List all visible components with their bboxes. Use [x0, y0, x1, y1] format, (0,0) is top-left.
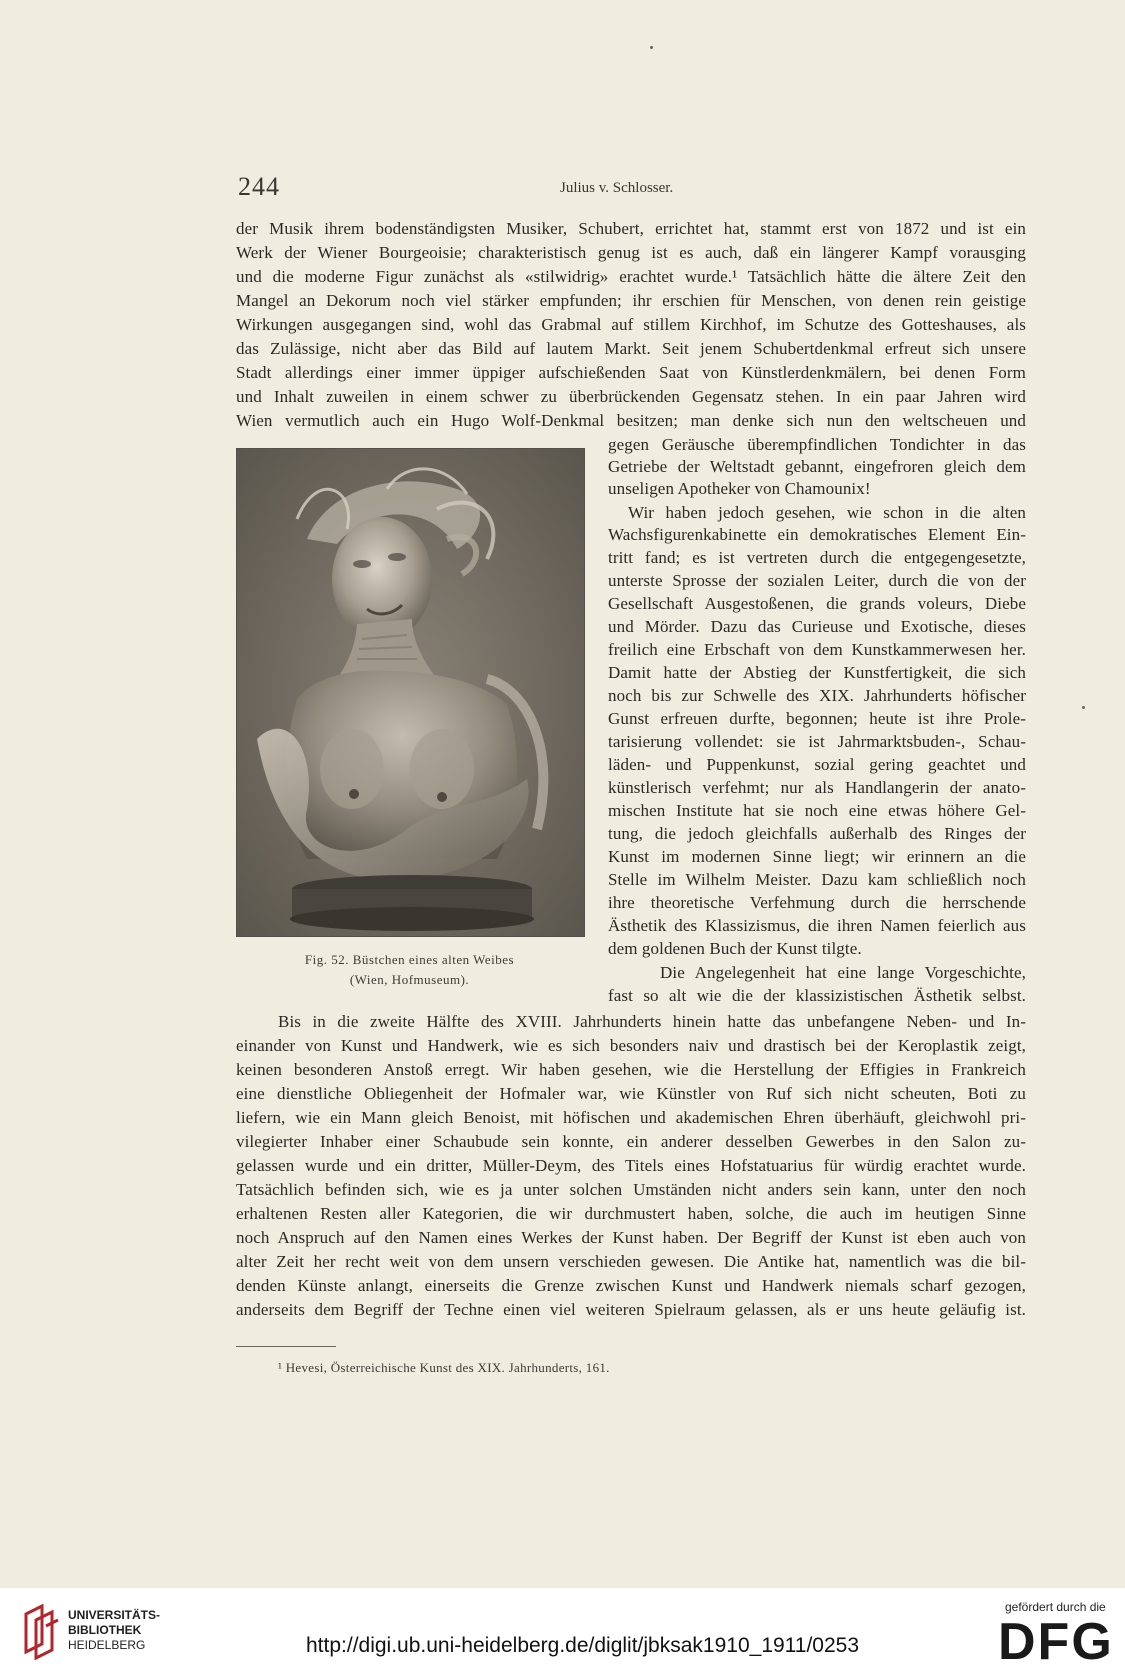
running-head-author: Julius v. Schlosser. [560, 180, 674, 196]
text-line: tritt fand; es ist vertreten durch die entgegengesetzte, [608, 548, 1026, 567]
text-line: Damit hatte der Abstieg der Kunstfertigkeit, die sich [608, 663, 1026, 682]
text-line: noch Anspruch auf den Namen eines Werkes der Kunst haben. Der Begriff der Kunst ist eben auch von [236, 1228, 1026, 1247]
figure-caption-location: (Wien, Hofmuseum). [349, 972, 470, 987]
library-name [68, 1608, 160, 1653]
text-line: tarisierung vollendet: sie ist Jahrmarktsbuden-, Schau- [608, 732, 1026, 751]
text-line: Gunst erfreuen durfte, begonnen; heute ist ihre Prole- [608, 709, 1026, 728]
text-line: Gesellschaft Ausgestoßenen, die grands voleurs, Diebe [608, 594, 1026, 613]
bust-illustration [237, 449, 584, 936]
university-library-logo-icon [22, 1604, 60, 1660]
library-name-line: BIBLIOTHEK [68, 1623, 142, 1637]
text-line: einander von Kunst und Handwerk, wie es sich besonders naiv und drastisch bei der Keroplastik zeigt, [236, 1036, 1026, 1055]
library-name-line: HEIDELBERG [68, 1638, 146, 1652]
text-line: Die Angelegenheit hat eine lange Vorgeschichte, [660, 963, 1026, 982]
text-line: unterste Sprosse der sozialen Leiter, durch die von der [608, 571, 1026, 590]
text-line: Mangel an Dekorum noch viel stärker empfunden; ihr erschien für Menschen, von denen rein geistige [236, 291, 1026, 310]
text-line: und Mörder. Dazu das Curieuse und Exotische, dieses [608, 617, 1026, 636]
figure-caption: Fig. 52. Büstchen eines alten Weibes [304, 952, 515, 967]
text-line: Kunst im modernen Sinne liegt; wir erinnern an die [608, 847, 1026, 866]
text-line: vilegierter Inhaber einer Schaubude sein konnte, ein anderer desselben Gewerbes in den Salon zu- [236, 1132, 1026, 1151]
text-line: und die moderne Figur zunächst als «stilwidrig» erachtet wurde.¹ Tatsächlich hätte die ältere Zeit den [236, 267, 1026, 286]
footnote-rule [236, 1346, 336, 1347]
dfg-logo: DFG [998, 1613, 1114, 1671]
permalink-url[interactable]: http://digi.ub.uni-heidelberg.de/diglit/jbksak1910_1911/0253 [306, 1634, 860, 1657]
text-line: Stelle im Wilhelm Meister. Dazu kam schließlich noch [608, 870, 1026, 889]
text-line: der Musik ihrem bodenständigsten Musiker, Schubert, errichtet hat, stammt erst von 1872 und ist ein [236, 219, 1026, 238]
text-line: ihre theoretische Verfehmung durch die herrschende [608, 893, 1026, 912]
text-line: und Inhalt zuweilen in einem schwer zu überbrückenden Gegensatz stehen. In ein paar Jahren wird [236, 387, 1026, 406]
text-line: Wachsfigurenkabinette ein demokratisches Element Ein- [608, 525, 1026, 544]
text-line: eine dienstliche Obliegenheit der Hofmaler war, wie Künstler von Ruf sich nicht scheuten, Boti zu [236, 1084, 1026, 1103]
text-line: keinen besonderen Anstoß erregt. Wir haben gesehen, wie die Herstellung der Effigies in Frankreich [236, 1060, 1026, 1079]
text-line: Ästhetik des Klassizismus, die ihren Namen feierlich aus [608, 916, 1026, 935]
text-line: dem goldenen Buch der Kunst tilgte. [608, 939, 862, 958]
text-line: läden- und Puppenkunst, sozial gering geachtet und [608, 755, 1026, 774]
text-line: Wien vermutlich auch ein Hugo Wolf-Denkmal besitzen; man denke sich nun den weltscheuen und [236, 411, 1026, 430]
text-line: gegen Geräusche überempfindlichen Tondichter in das [608, 435, 1026, 454]
figure-wax-bust-photo [236, 448, 585, 937]
footnote: ¹ Hevesi, Österreichische Kunst des XIX. Jahrhunderts, 161. [278, 1360, 610, 1375]
text-line: unseligen Apotheker von Chamounix! [608, 479, 871, 498]
text-line: mischen Institute hat sie noch eine etwas höhere Gel- [608, 801, 1026, 820]
text-line: noch bis zur Schwelle des XIX. Jahrhunderts höfischer [608, 686, 1026, 705]
text-line: anderseits dem Begriff der Techne einen viel weiteren Spielraum gelassen, als er uns heute geläufig ist. [236, 1300, 1026, 1319]
text-line: Getriebe der Weltstadt gebannt, eingefroren gleich dem [608, 457, 1026, 476]
text-line: Tatsächlich befinden sich, wie es ja unter solchen Umständen nicht anders sein kann, unter den noch [236, 1180, 1026, 1199]
text-line: liefern, wie ein Mann gleich Benoist, mit höfischen und akademischen Ehren überhäuft, gleichwohl pri- [236, 1108, 1026, 1127]
text-line: gelassen wurde und ein dritter, Müller-Deym, des Titels eines Hofstatuarius für würdig erachtet wurde. [236, 1156, 1026, 1175]
speck [650, 46, 653, 49]
digitization-footer [0, 1588, 1125, 1674]
page-number: 244 [238, 172, 280, 201]
text-line: erhaltenen Resten aller Kategorien, die wir durchmustert haben, solche, die auch im heutigen Sinne [236, 1204, 1026, 1223]
text-line: Bis in die zweite Hälfte des XVIII. Jahrhunderts hinein hatte das unbefangene Neben- und In- [278, 1012, 1026, 1031]
funding-credit: gefördert durch die [1005, 1600, 1106, 1614]
text-line: Werk der Wiener Bourgeoisie; charakteristisch genug ist es auch, daß ein längerer Kampf vorausging [236, 243, 1026, 262]
speck [1082, 706, 1085, 709]
text-line: fast so alt wie die der klassizistischen Ästhetik selbst. [608, 986, 1026, 1005]
text-line: Wirkungen ausgegangen sind, wohl das Grabmal auf stillem Kirchhof, im Schutze des Gotteshauses, als [236, 315, 1026, 334]
text-line: das Zulässige, nicht aber das Bild auf lautem Markt. Seit jenem Schubertdenkmal erfreut sich unsere [236, 339, 1026, 358]
text-line: denden Künste anlangt, einerseits die Grenze zwischen Kunst und Handwerk niemals scharf gezogen, [236, 1276, 1026, 1295]
text-line: Stadt allerdings einer immer üppiger aufschießenden Saat von Künstlerdenkmälern, bei denen Form [236, 363, 1026, 382]
text-line: tung, die jedoch gleichfalls außerhalb des Ringes der [608, 824, 1026, 843]
text-line: Wir haben jedoch gesehen, wie schon in die alten [628, 503, 1026, 522]
text-line: künstlerisch verfehmt; nur als Handlangerin der anato- [608, 778, 1026, 797]
library-name-line: UNIVERSITÄTS- [68, 1608, 161, 1622]
text-line: alter Zeit her recht weit von dem unsern verschieden gewesen. Die Antike hat, namentlich was die bil- [236, 1252, 1026, 1271]
text-line: freilich eine Erbschaft von dem Kunstkammerwesen her. [608, 640, 1026, 659]
